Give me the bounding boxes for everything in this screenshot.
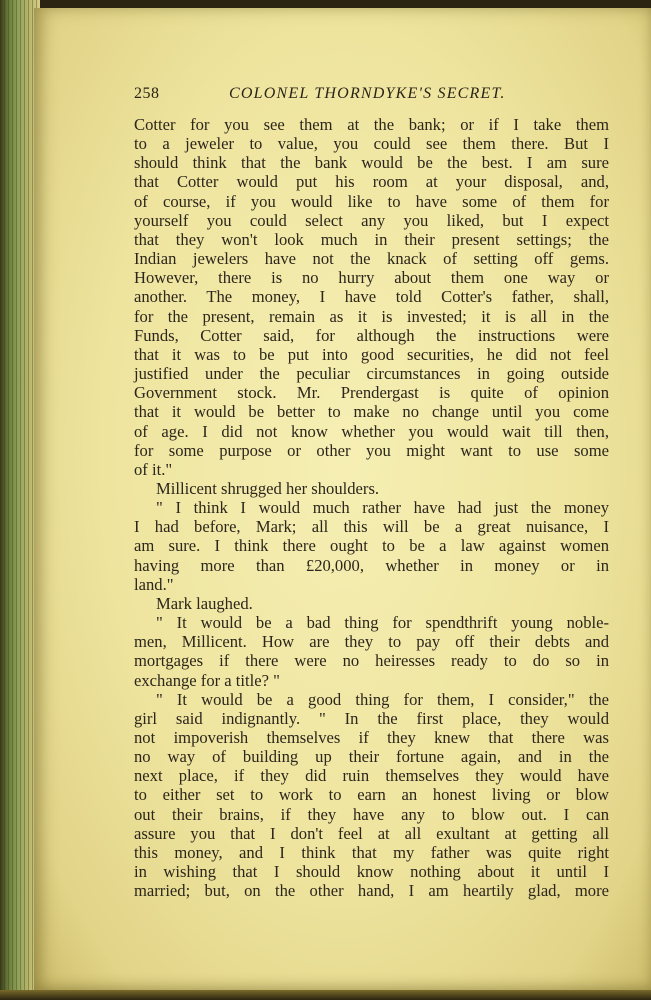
body-text xyxy=(134,115,609,900)
text-line: justified under the peculiar circumstances in going outside xyxy=(134,364,609,384)
book-bottom-edge xyxy=(0,990,651,1000)
text-line: out their brains, if they have any to blow out. I can xyxy=(134,804,609,824)
text-line: that it was to be put into good securities, he did not feel xyxy=(134,344,609,364)
text-line: " It would be a bad thing for spendthrift young noble- xyxy=(156,613,609,633)
text-line: that it would be better to make no change until you come xyxy=(134,402,609,422)
text-line: another. The money, I have told Cotter's father, shall, xyxy=(134,287,609,307)
page-header xyxy=(134,85,609,107)
text-line: " It would be a good thing for them, I consider," the xyxy=(156,689,609,709)
text-line: Mark laughed. xyxy=(156,593,253,613)
text-line: exchange for a title? " xyxy=(134,670,280,690)
text-line: I had before, Mark; all this will be a great nuisance, I xyxy=(134,517,609,537)
text-line: this money, and I think that my father was quite right xyxy=(134,842,609,862)
text-line: mortgages if there were no heiresses ready to do so in xyxy=(134,651,609,671)
text-line: Indian jewelers have not the knack of setting off gems. xyxy=(134,249,609,269)
text-line: Millicent shrugged her shoulders. xyxy=(156,478,380,498)
text-line: should think that the bank would be the best. I am sure xyxy=(134,153,609,173)
text-line: men, Millicent. How are they to pay off their debts and xyxy=(134,632,609,652)
text-line: However, there is no hurry about them one way or xyxy=(134,268,609,288)
text-line: yourself you could select any you liked, but I expect xyxy=(134,210,609,230)
text-line: for the present, remain as it is invested; it is all in the xyxy=(134,306,609,326)
text-line: Cotter for you see them at the bank; or if I take them xyxy=(134,115,609,134)
text-line: in wishing that I should know nothing about it until I xyxy=(134,862,609,882)
text-line: no way of building up their fortune again, and in the xyxy=(134,747,609,767)
text-line: for some purpose or other you might want to use some xyxy=(134,440,609,460)
text-line: Funds, Cotter said, for although the instructions were xyxy=(134,325,609,345)
text-line: that they won't look much in their present settings; the xyxy=(134,229,609,249)
text-line: " I think I would much rather have had just the money xyxy=(156,498,609,518)
text-line: to either set to work to earn an honest living or blow xyxy=(134,785,609,805)
running-title: COLONEL THORNDYKE'S SECRET. xyxy=(229,85,506,102)
text-line: land." xyxy=(134,574,174,594)
text-line: girl said indignantly. " In the first place, they would xyxy=(134,708,609,728)
text-line: having more than £20,000, whether in money or in xyxy=(134,555,609,575)
text-line: Government stock. Mr. Prendergast is quite of opinion xyxy=(134,383,609,403)
text-line: of course, if you would like to have some of them for xyxy=(134,191,609,211)
text-line: that Cotter would put his room at your disposal, and, xyxy=(134,172,609,192)
text-line: to a jeweler to value, you could see them there. But I xyxy=(134,134,609,154)
text-line: of age. I did not know whether you would wait till then, xyxy=(134,421,609,441)
page-number: 258 xyxy=(134,85,160,102)
text-line: married; but, on the other hand, I am heartily glad, more xyxy=(134,881,609,901)
text-line: am sure. I think there ought to be a law against women xyxy=(134,536,609,556)
text-line: of it." xyxy=(134,459,173,479)
text-line: not impoverish themselves if they knew that there was xyxy=(134,728,609,747)
text-line: next place, if they did ruin themselves they would have xyxy=(134,766,609,786)
text-line: assure you that I don't feel at all exultant at getting all xyxy=(134,823,609,843)
